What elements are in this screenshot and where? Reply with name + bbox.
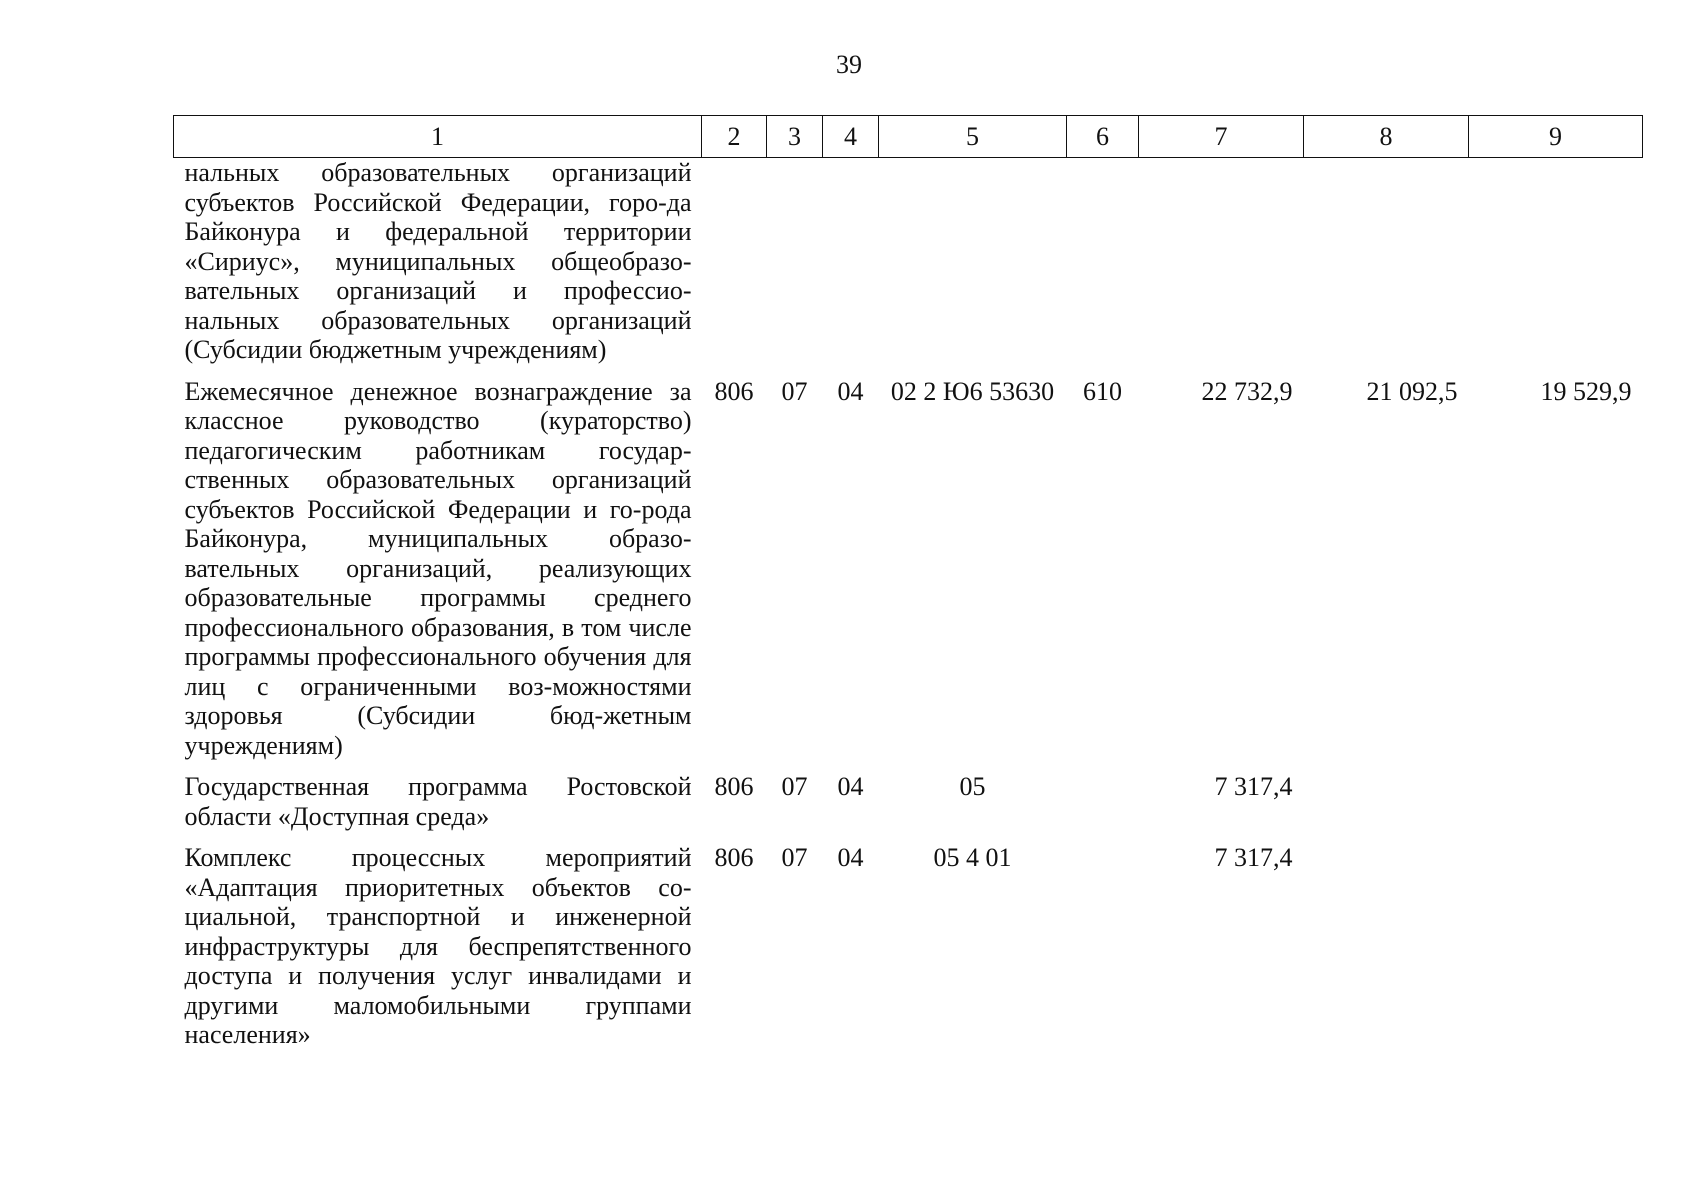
- row-ministry: 806: [714, 772, 754, 801]
- row-amount-3: 19 529,9: [1540, 376, 1632, 406]
- table-header: [174, 116, 1643, 158]
- row-ministry: 806: [714, 843, 754, 872]
- table-row: [174, 365, 1643, 761]
- row-amount-3: [1469, 158, 1643, 365]
- row-section: 07: [781, 843, 808, 872]
- row-amount-2: [1304, 760, 1469, 831]
- row-expense-type: [1067, 760, 1139, 831]
- row-target-article: 05: [959, 772, 986, 801]
- row-target-article: [879, 158, 1067, 365]
- row-subsection: 04: [837, 376, 864, 406]
- row-target-article: 05 4 01: [933, 843, 1012, 872]
- row-section: 07: [781, 376, 808, 406]
- row-description: Государственная программа Ростовской области «Доступная среда»: [184, 772, 692, 831]
- row-description: нальных образовательных организаций субъектов Российской Федерации, горо-да Байконура и федеральной территории «Сириус», муниципальных общеобразо-вательных организаций и профессио-нальных образовательных организаций (Субсидии бюджетным учреждениям): [184, 158, 692, 364]
- row-target-article: 02 2 Ю6 53630: [890, 376, 1055, 406]
- header-row: [174, 116, 1643, 158]
- table-row: [174, 158, 1643, 365]
- row-amount-3: [1469, 760, 1643, 831]
- header-col-6: 6: [1067, 116, 1139, 158]
- header-col-5: 5: [879, 116, 1067, 158]
- header-col-7: 7: [1139, 116, 1304, 158]
- row-description: Комплекс процессных мероприятий «Адаптация приоритетных объектов со-циальной, транспортной и инженерной инфраструктуры для беспрепятственного доступа и получения услуг инвалидами и другими маломобильными группами населения»: [184, 843, 692, 1049]
- header-col-2: 2: [702, 116, 767, 158]
- header-col-3: 3: [767, 116, 823, 158]
- row-ministry: [702, 158, 767, 365]
- header-col-8: 8: [1304, 116, 1469, 158]
- row-amount-2: 21 092,5: [1366, 376, 1458, 406]
- row-expense-type: [1067, 158, 1139, 365]
- table-body: [174, 158, 1643, 1050]
- row-subsection: [823, 158, 879, 365]
- row-ministry: 806: [714, 376, 754, 406]
- row-section: [767, 158, 823, 365]
- page-number: 39: [836, 50, 862, 79]
- row-amount-1: 22 732,9: [1201, 376, 1293, 406]
- table-row: [174, 831, 1643, 1050]
- budget-table: [173, 115, 1643, 1050]
- row-amount-2: [1304, 158, 1469, 365]
- row-description: Ежемесячное денежное вознаграждение за классное руководство (кураторство) педагогическим работникам государ-ственных образовательных организаций субъектов Российской Федерации и го-рода Байконура, муниципальных образо-вательных организаций, реализующих образовательные программы среднего профессионального образования, в том числе программы профессионального обучения для лиц с ограниченными воз-можностями здоровья (Субсидии бюд-жетным учреждениям): [184, 376, 692, 760]
- row-expense-type: [1067, 831, 1139, 1050]
- row-expense-type: 610: [1083, 376, 1122, 406]
- header-col-9: 9: [1469, 116, 1643, 158]
- header-col-4: 4: [823, 116, 879, 158]
- row-subsection: 04: [837, 772, 864, 801]
- header-col-1: 1: [174, 116, 702, 158]
- row-section: 07: [781, 772, 808, 801]
- row-amount-1: [1139, 158, 1304, 365]
- row-amount-3: [1469, 831, 1643, 1050]
- row-amount-1: 7 317,4: [1214, 772, 1293, 801]
- row-amount-1: 7 317,4: [1214, 843, 1293, 872]
- row-amount-2: [1304, 831, 1469, 1050]
- row-subsection: 04: [837, 843, 864, 872]
- table-row: [174, 760, 1643, 831]
